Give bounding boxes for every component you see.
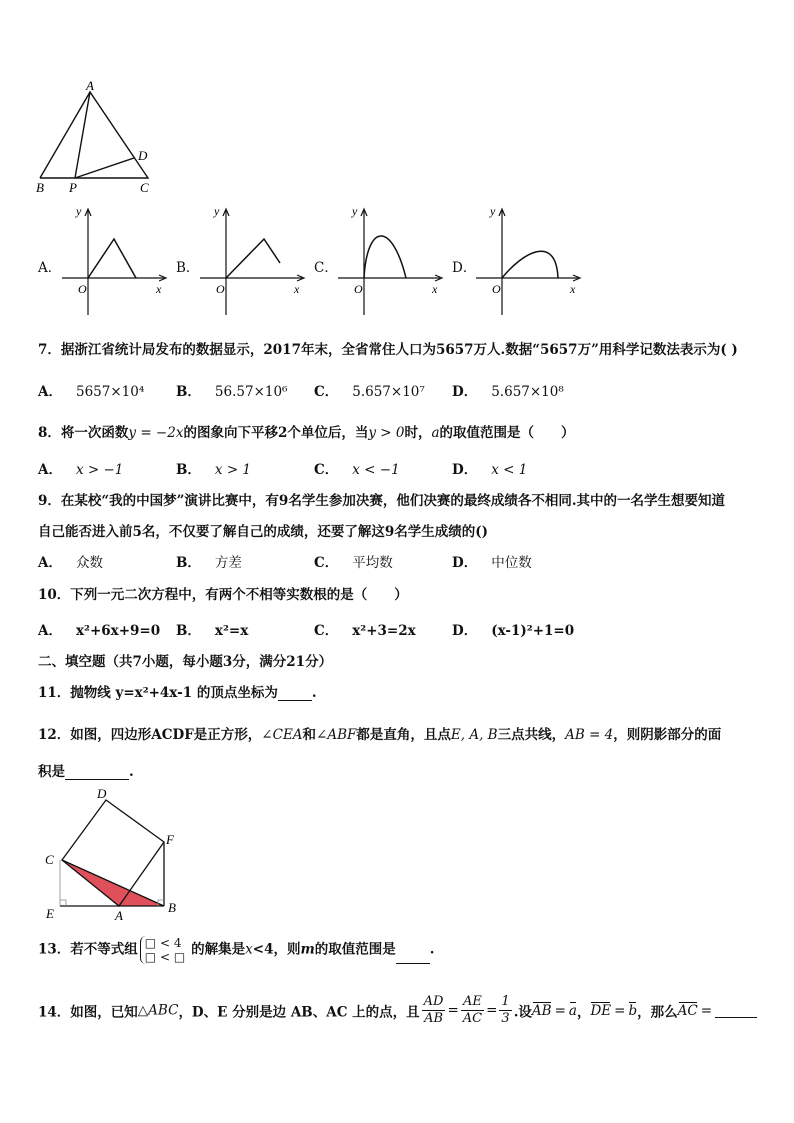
graph-option-c [334, 203, 446, 321]
label-a: A [86, 78, 94, 93]
q10-option-b: B． x²=x [176, 623, 249, 639]
graph-option-d [472, 203, 584, 321]
q9-option-c: C． 平均数 [314, 555, 393, 571]
x-axis-label: x [570, 282, 576, 296]
y-axis-label: y [490, 204, 496, 218]
y-axis-label: y [352, 204, 358, 218]
q7-option-b: B． 56.57×10⁶ [176, 384, 288, 400]
question-13: 13．若不等式组 □ < 4 □ < □ 的解集是x<4，则m的取值范围是 . [38, 936, 435, 964]
q10-option-d: D． (x-1)²+1=0 [452, 623, 575, 639]
fraction-ad-ab: $\frac{AD}{AB}$ [423, 994, 444, 1026]
answer-blank[interactable] [396, 949, 430, 964]
graph-option-c-label: C． [314, 260, 338, 276]
q8-option-a: A． x > −1 [38, 462, 124, 478]
inequality-system: □ < 4 □ < □ [140, 936, 185, 964]
label-c: C [140, 180, 149, 195]
x-axis-label: x [432, 282, 438, 296]
origin-label: O [216, 282, 225, 296]
origin-label: O [492, 282, 501, 296]
q10-option-a: A． x²+6x+9=0 [38, 623, 161, 639]
label-e: E [46, 906, 54, 921]
q7-option-d: D． 5.657×10⁸ [452, 384, 564, 400]
label-b: B [36, 180, 44, 195]
q7-option-c: C． 5.657×10⁷ [314, 384, 425, 400]
question-8: 8．将一次函数y = −2x的图象向下平移2个单位后，当y > 0时，a的取值范围是（ ） [38, 425, 575, 441]
q7-option-a: A． 5657×10⁴ [38, 384, 145, 400]
graph-option-b [196, 203, 308, 321]
triangle-figure [30, 78, 170, 196]
fraction-ae-ac: $\frac{AE}{AC}$ [462, 994, 483, 1026]
graph-option-d-label: D． [452, 260, 477, 276]
fraction-one-third: $\frac{1}{3}$ [501, 994, 510, 1026]
q10-option-c: C． x²+3=2x [314, 623, 416, 639]
answer-blank[interactable] [65, 765, 129, 780]
section-heading-fill-in: 二、填空题（共7小题，每小题3分，满分21分） [38, 654, 333, 670]
answer-blank[interactable] [715, 1003, 757, 1018]
q9-option-a: A． 众数 [38, 555, 103, 571]
graph-option-b-label: B． [176, 260, 200, 276]
question-7: 7．据浙江省统计局发布的数据显示，2017年末，全省常住人口为5657万人.数据“5657万”用科学记数法表示为( ) [38, 342, 738, 358]
question-9-line-2: 自己能否进入前5名，不仅要了解自己的成绩，还要了解这9名学生成绩的() [38, 524, 489, 540]
q8-option-b: B． x > 1 [176, 462, 252, 478]
question-12-line-1: 12．如图，四边形ACDF是正方形，∠CEA和∠ABF都是直角，且点E, A, B三点共线，AB = 4，则阴影部分的面 [38, 727, 722, 743]
question-12-line-2: 积是 . [38, 764, 134, 780]
graph-option-a [58, 203, 170, 321]
question-14: 14．如图，已知△ABC，D、E 分别是边 AB、AC 上的点，且 $\frac{AD}{AB}$ = $\frac{AE}{AC}$ = $\frac{1}{3}$ .设AB = a，DE = b，那么AC = [38, 994, 757, 1027]
q9-option-b: B． 方差 [176, 555, 242, 571]
origin-label: O [354, 282, 363, 296]
square-figure [42, 786, 192, 922]
label-p: P [69, 180, 77, 195]
x-axis-label: x [294, 282, 300, 296]
q8-option-d: D． x < 1 [452, 462, 528, 478]
label-d: D [138, 148, 148, 163]
label-c: C [45, 852, 54, 867]
y-axis-label: y [76, 204, 82, 218]
question-10: 10．下列一元二次方程中，有两个不相等实数根的是（ ） [38, 587, 408, 603]
y-axis-label: y [214, 204, 220, 218]
q8-option-c: C． x < −1 [314, 462, 400, 478]
label-b: B [168, 900, 176, 915]
label-f: F [166, 832, 174, 847]
x-axis-label: x [156, 282, 162, 296]
q9-option-d: D． 中位数 [452, 555, 532, 571]
label-d: D [97, 786, 107, 801]
label-a: A [115, 908, 123, 922]
question-9-line-1: 9．在某校“我的中国梦”演讲比赛中，有9名学生参加决赛，他们决赛的最终成绩各不相同.其中的一名学生想要知道 [38, 493, 726, 509]
origin-label: O [78, 282, 87, 296]
answer-blank[interactable] [278, 686, 312, 701]
graph-option-a-label: A． [38, 260, 62, 276]
question-11: 11．抛物线 y=x²+4x-1 的顶点坐标为 . [38, 685, 317, 701]
